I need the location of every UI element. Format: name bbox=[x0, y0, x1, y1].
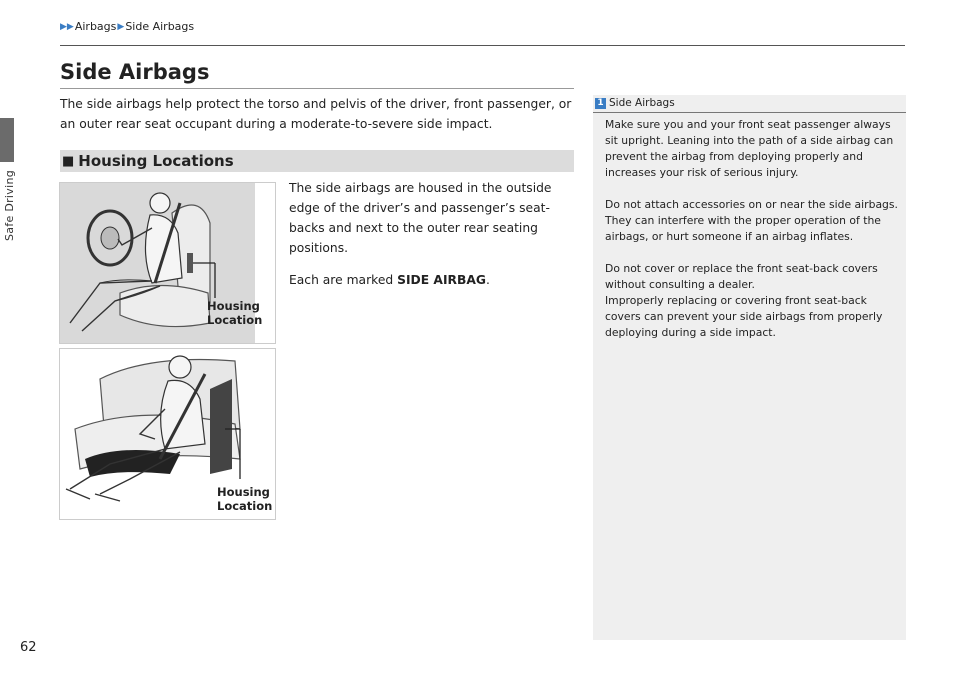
rear-housing-label bbox=[217, 485, 272, 513]
note-paragraph: Make sure you and your front seat passenger always sit upright. Leaning into the path of a side airbag can prevent the airbag from deploying properly and increases your risk of serious injury. bbox=[605, 118, 894, 179]
rear-housing-label-line1: Housing bbox=[217, 485, 270, 499]
side-airbag-marking: SIDE AIRBAG bbox=[397, 273, 486, 287]
front-seat-figure bbox=[59, 182, 276, 344]
marking-suffix: . bbox=[485, 273, 490, 287]
section-label: Safe Driving bbox=[3, 170, 16, 242]
breadcrumb-arrow-icon: ▶▶ bbox=[60, 21, 74, 32]
breadcrumb-arrow-icon: ▶ bbox=[117, 21, 125, 32]
reference-icon: 1 bbox=[595, 98, 606, 109]
marking-prefix: Each are marked bbox=[289, 273, 398, 287]
square-bullet-icon: ■ bbox=[62, 153, 75, 169]
note-heading bbox=[595, 97, 675, 109]
note-paragraph: Do not attach accessories on or near the side airbags. They can interfere with the proper operation of the airbags, or hurt someone if an airbag inflates. bbox=[605, 198, 898, 243]
rear-seat-figure bbox=[59, 348, 276, 520]
housing-heading-text: Housing Locations bbox=[78, 152, 234, 170]
note-body bbox=[605, 117, 900, 357]
front-housing-label-line1: Housing bbox=[207, 299, 260, 313]
note-paragraph: Do not cover or replace the front seat-back covers without consulting a dealer. bbox=[605, 262, 878, 291]
breadcrumb bbox=[60, 20, 194, 33]
note-paragraph: Improperly replacing or covering front seat-back covers can prevent your side airbags from properly deploying during a side impact. bbox=[605, 294, 883, 339]
title-divider bbox=[60, 88, 574, 89]
page-number: 62 bbox=[20, 640, 37, 655]
intro-paragraph: The side airbags help protect the torso and pelvis of the driver, front passenger, or an outer rear seat occupant during a moderate-to-severe side impact. bbox=[60, 97, 572, 131]
breadcrumb-item-airbags[interactable]: Airbags bbox=[74, 20, 117, 33]
section-tab bbox=[0, 118, 14, 162]
marking-paragraph bbox=[289, 270, 559, 290]
front-housing-label bbox=[207, 299, 262, 327]
front-housing-label-line2: Location bbox=[207, 313, 263, 327]
housing-locations-heading bbox=[60, 150, 574, 172]
breadcrumb-item-side-airbags[interactable]: Side Airbags bbox=[125, 20, 195, 33]
housing-paragraph: The side airbags are housed in the outside edge of the driver’s and passenger’s seat-backs and next to the outer rear seating positions. bbox=[289, 181, 552, 255]
page-title: Side Airbags bbox=[60, 60, 210, 84]
header-divider bbox=[60, 45, 905, 46]
rear-housing-label-line2: Location bbox=[217, 499, 273, 513]
note-divider bbox=[593, 112, 906, 113]
note-heading-text: Side Airbags bbox=[609, 97, 675, 109]
